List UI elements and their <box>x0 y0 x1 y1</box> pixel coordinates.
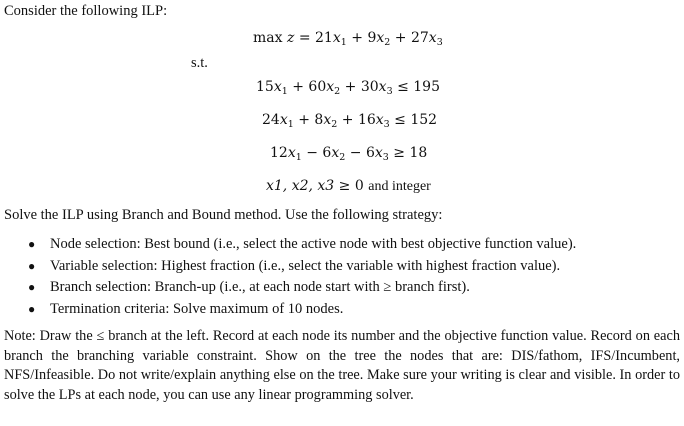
objective-var: z <box>286 30 295 46</box>
nonneg-vars: x1, x2, x3 <box>266 178 335 194</box>
bullet-icon: ● <box>28 237 36 251</box>
constraint-3: $12x_1 - 6x_2 - 6x_3 \ge 18$ <box>270 145 428 163</box>
objective-max: max <box>253 30 283 46</box>
nonnegativity-constraint: x1, x2, x3 ≥ 0 and integer <box>266 178 431 194</box>
constraint-1: $15x_1 + 60x_2 + 30x_3 \le 195$ <box>256 79 440 97</box>
instruction-text: Solve the ILP using Branch and Bound method. Use the following strategy: <box>4 207 443 223</box>
list-item: ● Termination criteria: Solve maximum of 10 nodes. <box>28 299 576 321</box>
bullet-icon: ● <box>28 258 36 273</box>
strategy-list <box>28 234 576 320</box>
list-item: ● Branch selection: Branch-up (i.e., at each node start with ≥ branch first). <box>28 277 576 299</box>
subject-to-label: s.t. <box>191 55 208 71</box>
constraint-2: $24x_1 + 8x_2 + 16x_3 \le 152$ <box>262 112 438 130</box>
bullet-icon: ● <box>28 301 36 316</box>
list-item: ● Node selection: Best bound (i.e., select the active node with best objective function value). <box>28 234 576 256</box>
bullet-icon: ● <box>28 280 36 294</box>
intro-text: Consider the following ILP: <box>4 3 168 19</box>
list-item: ● Variable selection: Highest fraction (i.e., select the variable with highest fraction value). <box>28 256 576 278</box>
note-paragraph: Note: Draw the ≤ branch at the left. Record at each node its number and the objective function value. Record on each branch the branching variable constraint. Show on the tree the nodes that are: DIS/fathom, IFS/Incumbent, NFS/Infeasible. Do not write/explain anything else on the tree. Make sure your writing is clear and visible. In order to solve the LPs at each node, you can use any linear programming solver. <box>4 328 680 403</box>
objective-function: $\max z = 21x_1 + 9x_2 + 27x_3$ <box>253 30 443 48</box>
